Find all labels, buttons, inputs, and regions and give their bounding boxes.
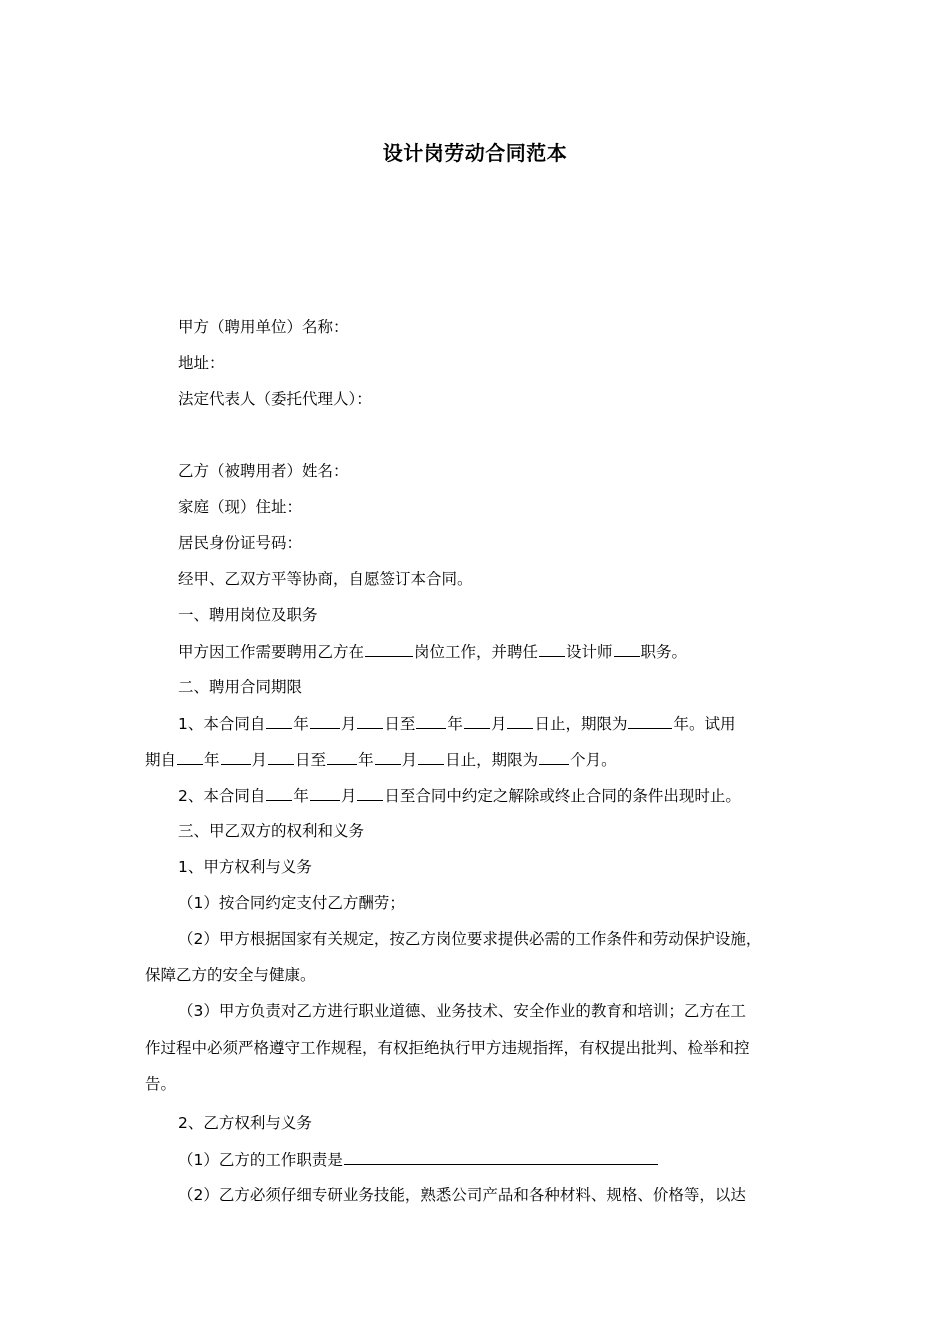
text-segment: 月 xyxy=(490,715,507,733)
party-b-id-label: 居民身份证号码： xyxy=(178,534,303,552)
party-a-address-label: 地址： xyxy=(178,354,225,372)
text-segment: 日至合同中约定之解除或终止合同的条件出现时止。 xyxy=(384,787,741,805)
section-3-item-3-cont: 作过程中必须严格遵守工作规程，有权拒绝执行甲方违规指挥，有权提出批判、检举和控 xyxy=(145,1039,750,1057)
text-segment: 月 xyxy=(401,751,418,769)
blank-trial-end-month[interactable] xyxy=(375,747,401,765)
blank-trial-start-day[interactable] xyxy=(268,747,294,765)
text-segment: 期自 xyxy=(145,751,177,769)
section-1-heading: 一、聘用岗位及职务 xyxy=(178,606,318,624)
text-segment: 岗位工作，并聘任 xyxy=(414,643,539,661)
text-segment: 日止，期限为 xyxy=(445,751,539,769)
text-segment: 年 xyxy=(447,715,463,733)
blank-trial-end-day[interactable] xyxy=(418,747,444,765)
section-3-b-item-1 xyxy=(178,1147,659,1172)
blank-trial-months[interactable] xyxy=(539,747,569,765)
party-a-name-label: 甲方（聘用单位）名称： xyxy=(178,318,349,336)
section-3-sub-2: 2、乙方权利与义务 xyxy=(178,1114,312,1132)
blank-start-year[interactable] xyxy=(266,711,292,729)
text-segment: 年。试用 xyxy=(673,715,736,733)
section-3-item-2-cont: 保障乙方的安全与健康。 xyxy=(145,966,316,984)
text-segment: 月 xyxy=(340,787,357,805)
blank-post[interactable] xyxy=(365,639,413,657)
section-2-para-1 xyxy=(178,711,735,736)
text-segment: 1、本合同自 xyxy=(178,715,266,733)
text-segment: 个月。 xyxy=(570,751,617,769)
blank-end-day[interactable] xyxy=(507,711,533,729)
blank-open-day[interactable] xyxy=(357,783,383,801)
blank-term-years[interactable] xyxy=(628,711,672,729)
party-a-rep-label: 法定代表人（委托代理人）： xyxy=(178,390,372,408)
section-3-item-1: （1）按合同约定支付乙方酬劳； xyxy=(178,894,405,912)
blank-end-month[interactable] xyxy=(464,711,490,729)
document-title: 设计岗劳动合同范本 xyxy=(382,141,568,165)
party-b-address-label: 家庭（现）住址： xyxy=(178,498,303,516)
party-b-name-label: 乙方（被聘用者）姓名： xyxy=(178,462,349,480)
text-segment: （1）乙方的工作职责是 xyxy=(178,1151,343,1169)
text-segment: 年 xyxy=(358,751,374,769)
blank-open-year[interactable] xyxy=(266,783,292,801)
section-3-sub-1: 1、甲方权利与义务 xyxy=(178,858,312,876)
text-segment: 年 xyxy=(204,751,220,769)
section-1-text xyxy=(178,639,687,664)
text-segment: 月 xyxy=(251,751,268,769)
blank-title-pre[interactable] xyxy=(539,639,565,657)
text-segment: 年 xyxy=(293,715,309,733)
section-2-para-2 xyxy=(178,783,741,808)
section-3-item-2: （2）甲方根据国家有关规定，按乙方岗位要求提供必需的工作条件和劳动保护设施， xyxy=(178,930,762,948)
blank-trial-end-year[interactable] xyxy=(327,747,357,765)
text-segment: 日至 xyxy=(295,751,327,769)
section-3-b-item-2: （2）乙方必须仔细专研业务技能，熟悉公司产品和各种材料、规格、价格等，以达 xyxy=(178,1186,746,1204)
blank-start-month[interactable] xyxy=(310,711,340,729)
section-3-item-3: （3）甲方负责对乙方进行职业道德、业务技术、安全作业的教育和培训；乙方在工 xyxy=(178,1002,746,1020)
section-3-item-3-cont-2: 告。 xyxy=(145,1075,177,1093)
text-segment: 年 xyxy=(293,787,309,805)
text-segment: 设计师 xyxy=(566,643,613,661)
text-segment: 日至 xyxy=(384,715,416,733)
section-3-heading: 三、甲乙双方的权利和义务 xyxy=(178,822,365,840)
text-segment: 职务。 xyxy=(640,643,688,661)
blank-duties[interactable] xyxy=(344,1147,658,1165)
text-segment: 甲方因工作需要聘用乙方在 xyxy=(178,643,365,661)
blank-open-month[interactable] xyxy=(310,783,340,801)
text-segment: 2、本合同自 xyxy=(178,787,266,805)
blank-end-year[interactable] xyxy=(416,711,446,729)
text-segment: 日止，期限为 xyxy=(534,715,628,733)
section-2-para-1-cont xyxy=(145,747,617,772)
intro-paragraph: 经甲、乙双方平等协商，自愿签订本合同。 xyxy=(178,570,473,588)
section-2-heading: 二、聘用合同期限 xyxy=(178,678,303,696)
blank-trial-start-year[interactable] xyxy=(177,747,203,765)
text-segment: 月 xyxy=(340,715,357,733)
blank-title-post[interactable] xyxy=(614,639,640,657)
blank-trial-start-month[interactable] xyxy=(221,747,251,765)
blank-start-day[interactable] xyxy=(357,711,383,729)
